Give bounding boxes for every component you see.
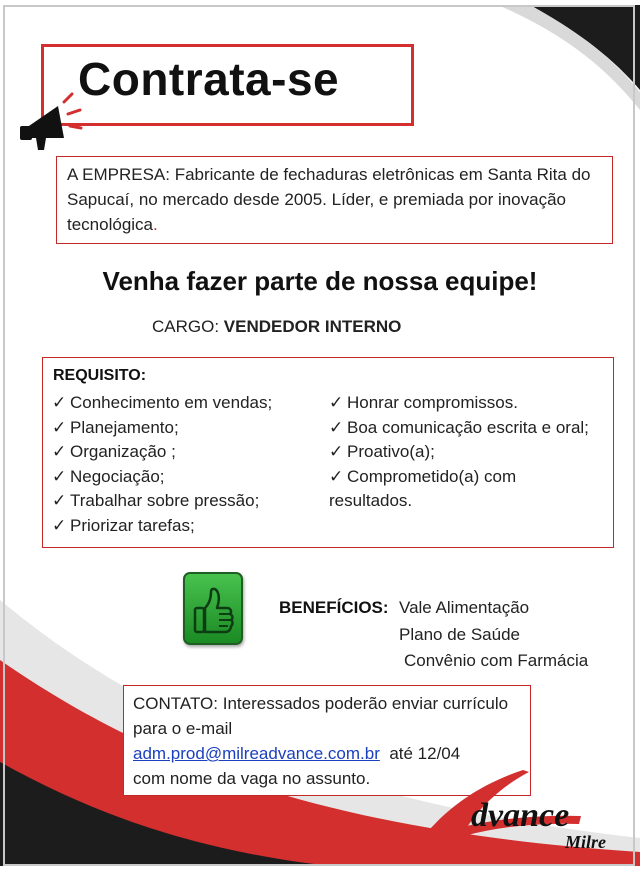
contact-email-line [133,741,528,766]
requirement-text: Planejamento; [70,417,179,437]
requirement-text: Negociação; [70,466,165,486]
megaphone-icon [18,92,84,152]
check-icon: ✓ [329,393,344,412]
contact-deadline: até 12/04 [389,744,461,763]
company-end-mark: . [153,215,158,234]
logo-wordmark: dvance [471,797,570,834]
check-icon: ✓ [329,417,344,437]
check-icon: ✓ [52,466,67,486]
cargo-value: VENDEDOR INTERNO [223,317,402,336]
requirement-item [52,416,332,441]
requirement-text: Conhecimento em vendas; [70,393,273,412]
check-icon: ✓ [52,515,67,535]
check-icon: ✓ [329,466,344,486]
check-icon: ✓ [52,417,67,437]
check-icon: ✓ [52,491,67,510]
logo-sub: Milre [565,832,607,852]
requirement-text: Boa comunicação escrita e oral; [347,417,589,437]
requirement-item [329,440,601,465]
requirements-right-column [329,391,601,514]
check-icon: ✓ [52,442,67,461]
benefits-label: BENEFÍCIOS: [279,598,389,617]
check-icon: ✓ [52,393,67,412]
benefit-item: Vale Alimentação [399,598,530,617]
cargo-line [152,317,401,337]
requirement-text: Comprometido(a) com resultados. [329,466,517,510]
cargo-label: CARGO: [152,317,224,336]
requirements-left-column [52,391,332,538]
requirement-text: Proativo(a); [347,442,435,461]
contact-outro: com nome da vaga no assunto. [133,769,371,788]
requirement-text: Organização ; [70,442,176,461]
requirement-item [52,391,332,416]
contact-intro: CONTATO: Interessados poderão enviar currículo para o e-mail [133,694,509,738]
requirement-text: Honrar compromissos. [347,393,518,412]
thumbs-up-icon [183,572,243,645]
requirement-item [52,440,332,465]
check-icon: ✓ [329,442,344,461]
email-link[interactable]: adm.prod@milreadvance.com.br [133,744,380,763]
company-description [67,162,597,237]
requirement-text: Priorizar tarefas; [70,515,195,535]
requirement-item [52,489,332,514]
advance-logo [405,764,627,860]
benefit-item: Plano de Saúde [399,625,520,644]
page-title: Contrata-se [78,53,340,105]
requirement-item [329,391,601,416]
benefit-item: Convênio com Farmácia [404,651,589,670]
requirement-item [52,465,332,490]
company-text: A EMPRESA: Fabricante de fechaduras eletrônicas em Santa Rita do Sapucaí, no mercado desde 2005. Líder, e premiada por inovação tecnológica [67,165,591,234]
requirement-item [329,465,601,514]
requirements-title: REQUISITO: [53,367,147,384]
requirement-text: Trabalhar sobre pressão; [70,491,260,510]
headline: Venha fazer parte de nossa equipe! [102,266,538,296]
requirement-item [329,416,601,441]
requirement-item [52,514,332,539]
